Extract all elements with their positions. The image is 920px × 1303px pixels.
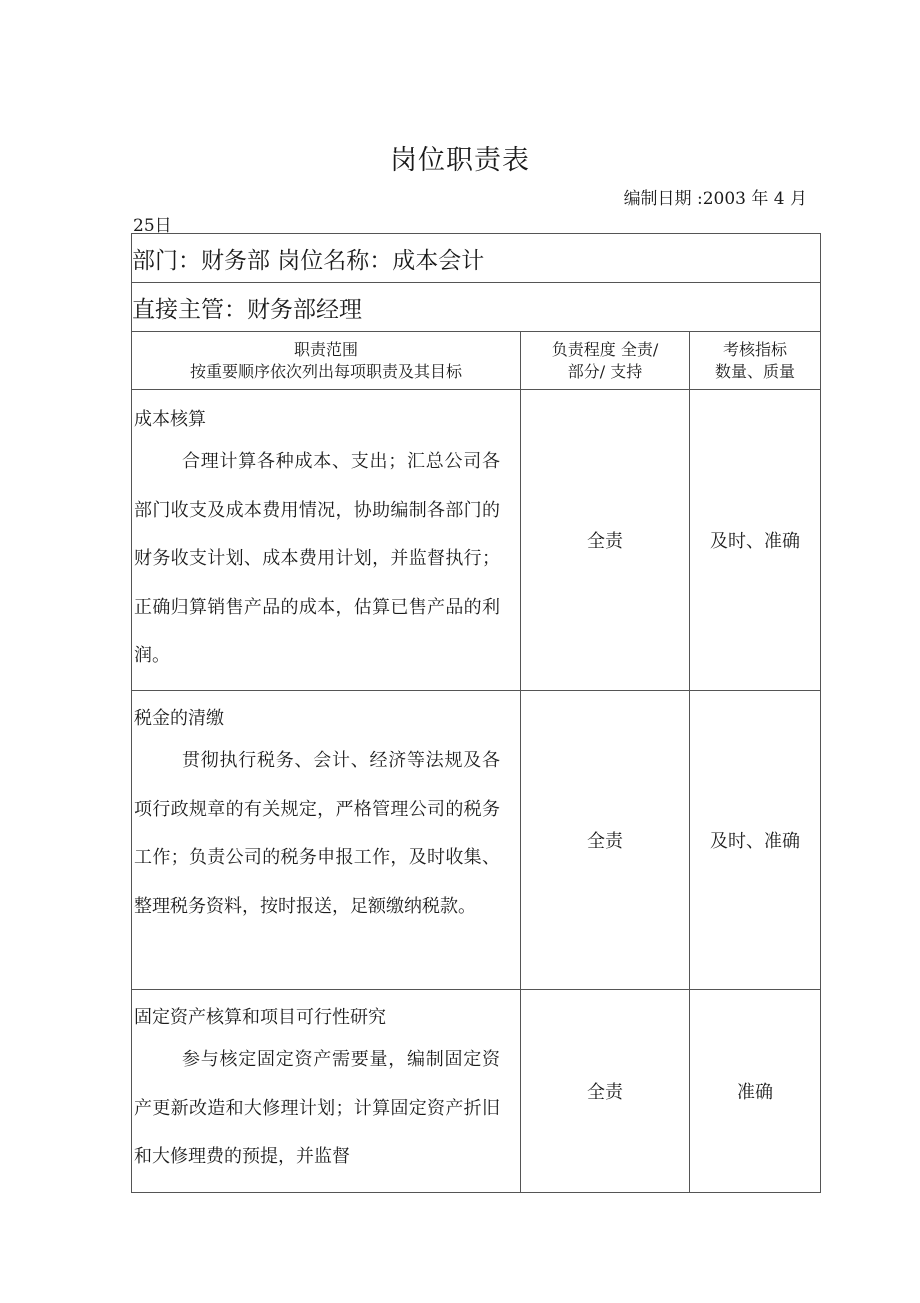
duty-scope-cell [132, 390, 521, 691]
duty-description: 贯彻执行税务、会计、经济等法规及各项行政规章的有关规定，严格管理公司的税务工作；负责公司的税务申报工作，及时收集、整理税务资料，按时报送，足额缴纳税款。 [134, 750, 500, 917]
table-row [132, 691, 821, 990]
degree-header-line1: 负责程度 全责/ [551, 339, 659, 359]
duty-kpi-cell: 及时、准确 [690, 390, 821, 691]
duty-table [131, 233, 821, 1193]
page-title: 岗位职责表 [390, 145, 530, 176]
duty-degree-cell: 全责 [521, 990, 690, 1193]
supervisor-row [132, 283, 821, 332]
degree-header [521, 332, 690, 390]
duty-heading: 税金的清缴 [134, 708, 224, 729]
duty-heading: 固定资产核算和项目可行性研究 [134, 1007, 386, 1028]
kpi-header-line1: 考核指标 [723, 339, 788, 359]
kpi-header-line2: 数量、质量 [715, 361, 796, 381]
duty-kpi-cell: 准确 [690, 990, 821, 1193]
scope-header [132, 332, 521, 390]
duty-degree-cell: 全责 [521, 390, 690, 691]
degree-header-line2: 部分/ 支持 [567, 361, 643, 381]
scope-header-subtitle: 按重要顺序依次列出每项职责及其目标 [189, 361, 462, 381]
duty-scope-cell [132, 691, 521, 990]
department-row [132, 234, 821, 283]
table-row [132, 390, 821, 691]
scope-header-title: 职责范围 [293, 339, 358, 359]
duty-description: 合理计算各种成本、支出；汇总公司各部门收支及成本费用情况，协助编制各部门的财务收支计划、成本费用计划，并监督执行；正确归算销售产品的成本，估算已售产品的利润。 [134, 451, 500, 666]
compile-date-tail: 25日 [133, 216, 172, 236]
kpi-header [690, 332, 821, 390]
column-header-row [132, 332, 821, 390]
duty-description: 参与核定固定资产需要量，编制固定资产更新改造和大修理计划；计算固定资产折旧和大修理费的预提，并监督 [134, 1049, 500, 1167]
table-row [132, 990, 821, 1193]
duty-heading: 成本核算 [134, 409, 206, 430]
duty-kpi-cell: 及时、准确 [690, 691, 821, 990]
department-position-cell: 部门：财务部 岗位名称：成本会计 [132, 234, 821, 283]
supervisor-cell: 直接主管：财务部经理 [132, 283, 821, 332]
duty-scope-cell [132, 990, 521, 1193]
duty-degree-cell: 全责 [521, 691, 690, 990]
compile-date: 编制日期 :2003 年 4 月 [623, 189, 807, 209]
